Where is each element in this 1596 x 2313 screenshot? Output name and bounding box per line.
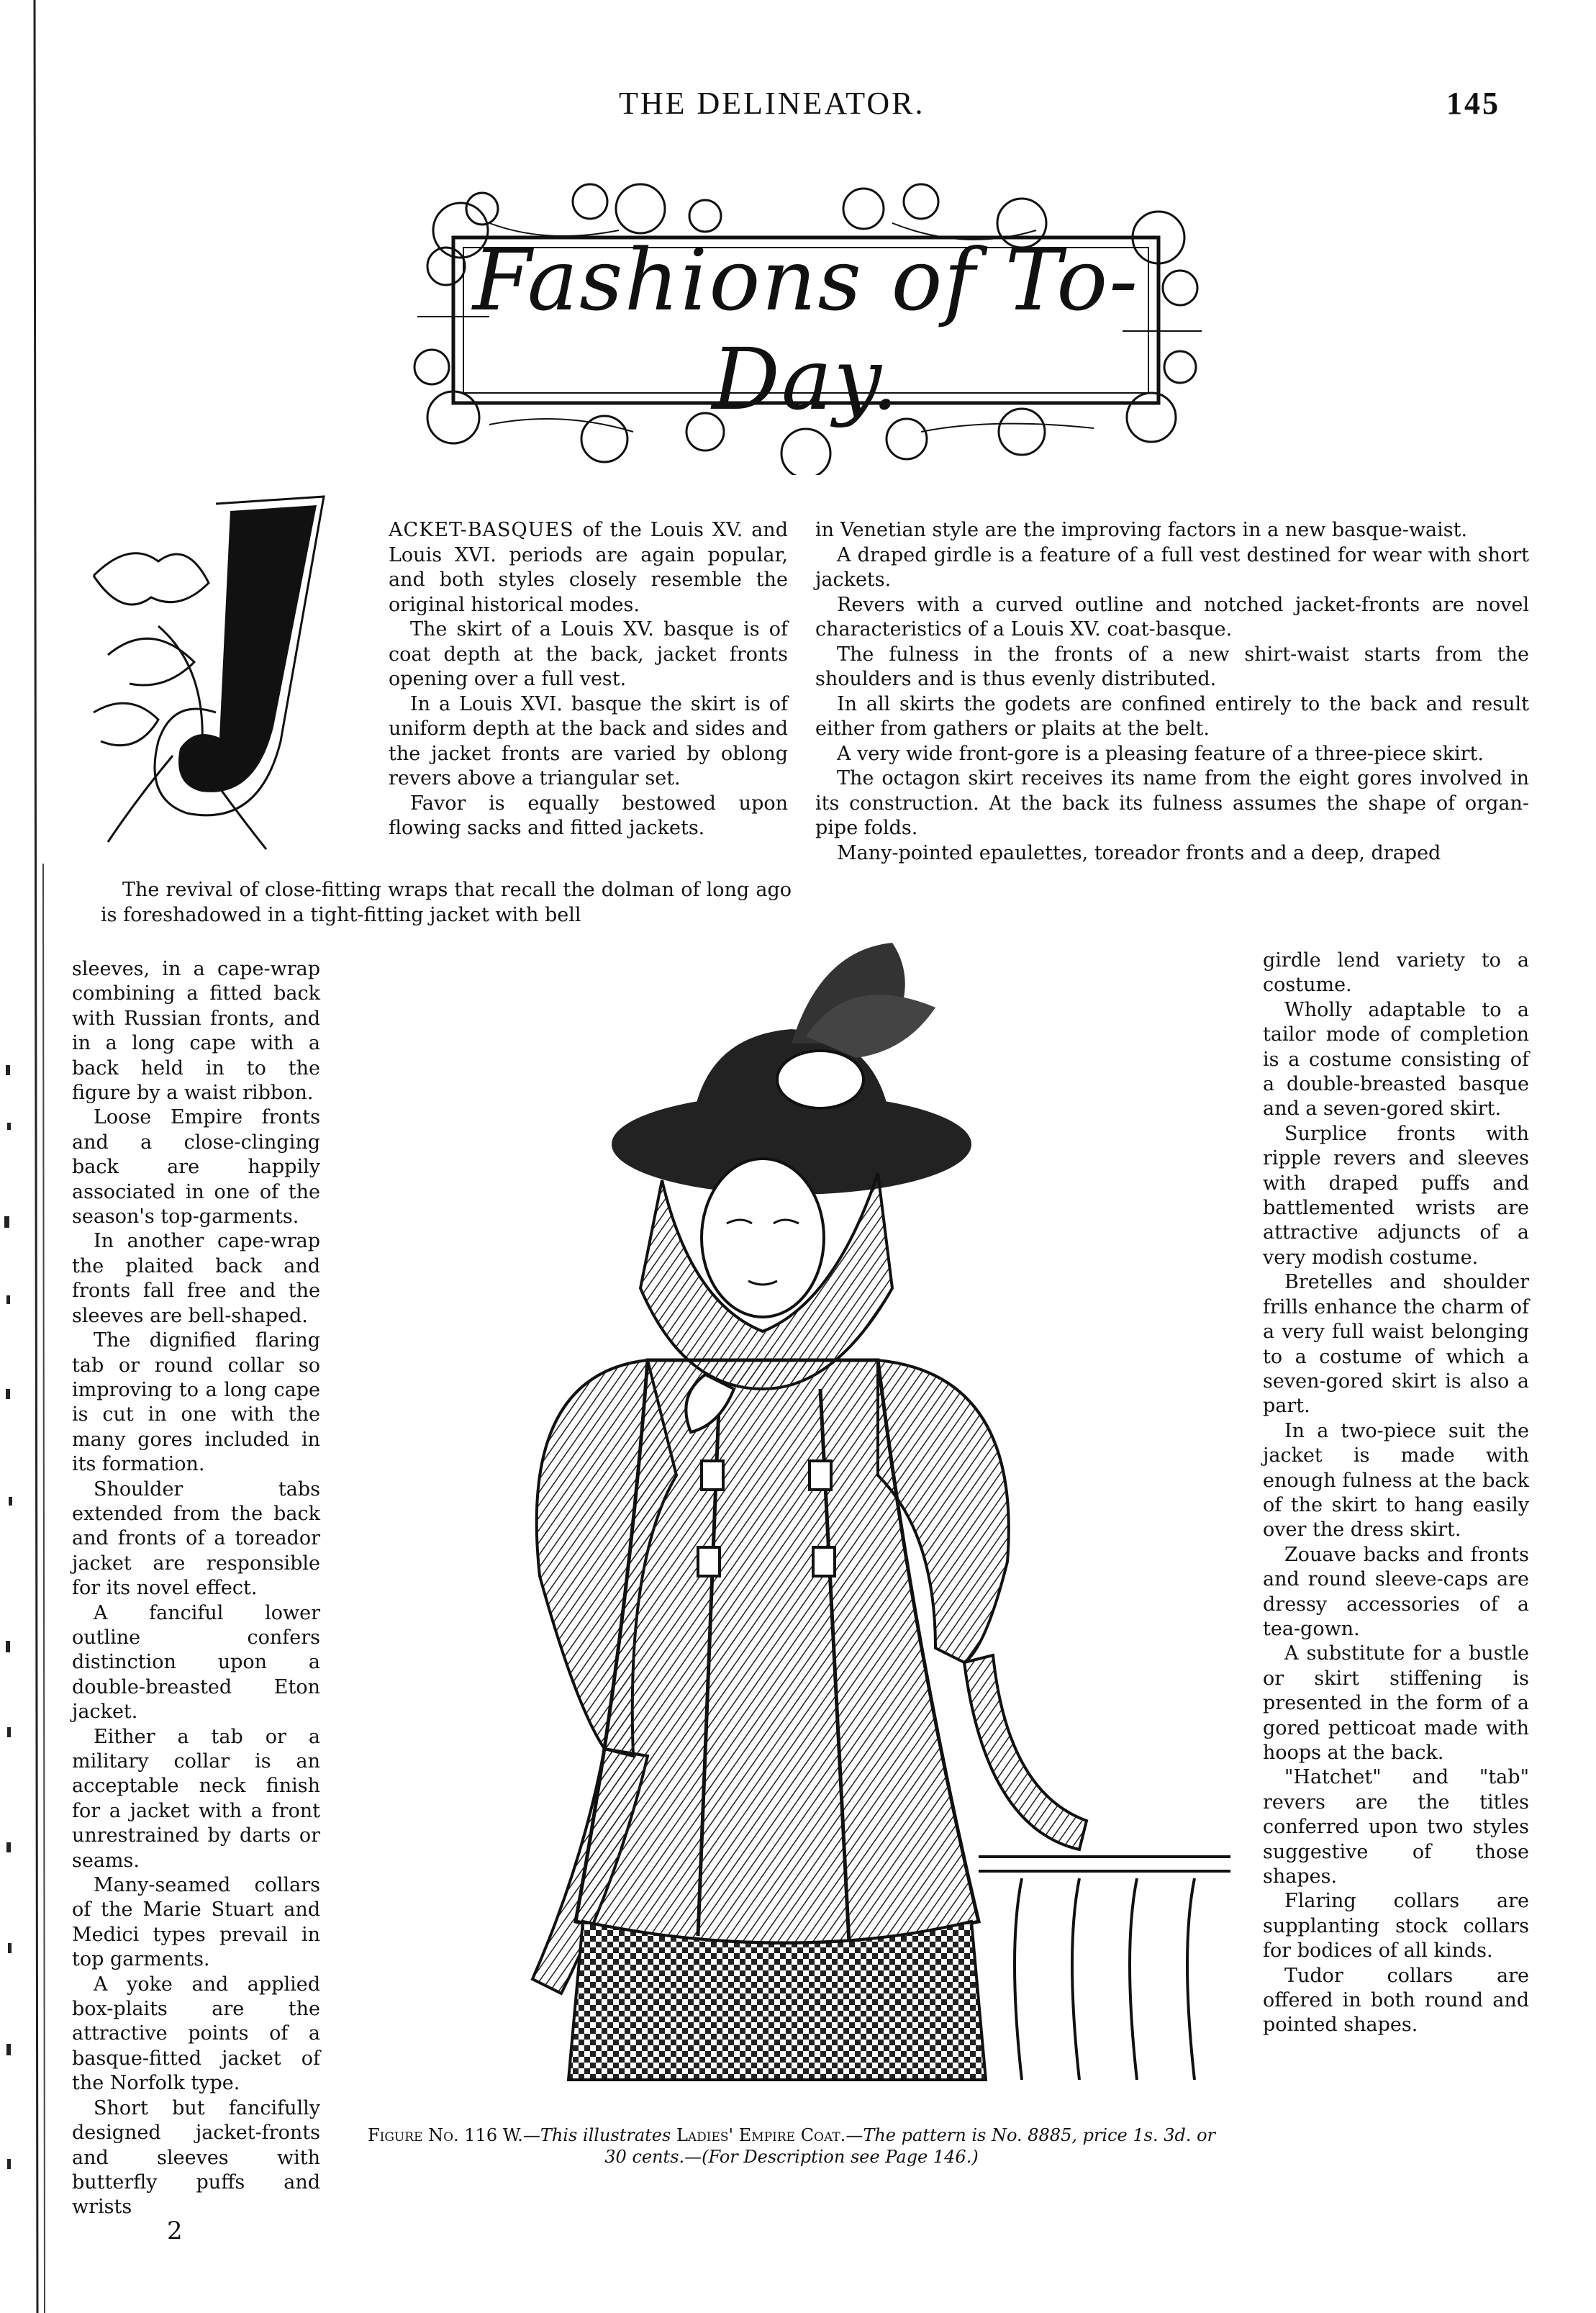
lead-paragraph-1-text: of the Louis XV. and Louis XVI. periods are again popular, and both styles closely resemble the original historical modes.: [389, 519, 788, 616]
right-column: [1263, 949, 1529, 2038]
caption-figure-number: Figure No. 116 W.: [367, 2125, 523, 2145]
left-paragraph: The dignified flaring tab or round collar so improving to a long cape is cut in one with the many gores included in its formation.: [72, 1329, 320, 1476]
left-column: [72, 957, 320, 2220]
right-paragraph: Zouave backs and fronts and round sleeve-caps are dressy accessories of a tea-gown.: [1263, 1543, 1529, 1640]
mid-paragraph: In all skirts the godets are confined entirely to the back and result either from gathers or plaits at the belt.: [815, 692, 1529, 740]
left-paragraph: Many-seamed collars of the Marie Stuart and Medici types prevail in top garments.: [72, 1874, 320, 1971]
right-paragraph: A substitute for a bustle or skirt stiffening is presented in the form of a gored petticoat made with hoops at the back.: [1263, 1642, 1529, 1764]
left-paragraph: Short but fancifully designed jacket-fronts and sleeves with butterfly puffs and wrists: [72, 2096, 320, 2219]
right-paragraph: Flaring collars are supplanting stock collars for bodices of all kinds.: [1263, 1890, 1529, 1963]
lead-paragraph-2: The skirt of a Louis XV. basque is of coat depth at the back, jacket fronts opening over a full vest.: [389, 618, 788, 690]
lead-paragraph-4: Favor is equally bestowed upon flowing sacks and fitted jackets.: [389, 792, 788, 839]
right-paragraph: girdle lend variety to a costume.: [1263, 949, 1529, 997]
mid-paragraph: The octagon skirt receives its name from the eight gores involved in its construction. At the back its fulness assumes the shape of organ-pipe folds.: [815, 767, 1529, 839]
mid-paragraph: A draped girdle is a feature of a full vest destined for wear with short jackets.: [815, 543, 1529, 591]
mid-paragraph: The fulness in the fronts of a new shirt-waist starts from the shoulders and is thus evenly distributed.: [815, 643, 1529, 690]
lead-column: [389, 518, 788, 841]
figure-caption: [360, 2124, 1223, 2168]
mid-paragraph: A very wide front-gore is a pleasing feature of a three-piece skirt.: [837, 742, 1484, 765]
left-paragraph: Loose Empire fronts and a close-clinging back are happily associated in one of the season's top-garments.: [72, 1106, 320, 1228]
left-paragraph: A fanciful lower outline confers distinction upon a double-breasted Eton jacket.: [72, 1601, 320, 1724]
lead-paragraph-3: In a Louis XVI. basque the skirt is of uniform depth at the back and sides and the jacket fronts are varied by oblong revers above a triangular set.: [389, 692, 788, 789]
mid-paragraph: Many-pointed epaulettes, toreador fronts and a deep, draped: [837, 841, 1441, 864]
running-head: THE DELINEATOR.: [619, 86, 925, 121]
lead-paragraph-1: [389, 518, 788, 617]
right-paragraph: Tudor collars are offered in both round and pointed shapes.: [1263, 1964, 1529, 2037]
right-paragraph: Bretelles and shoulder frills enhance the charm of a very full waist belonging to a costume of which a seven-gored skirt is also a part.: [1263, 1271, 1529, 1418]
caption-text-1: —This illustrates: [522, 2125, 676, 2145]
caption-title: Ladies' Empire Coat.: [676, 2125, 846, 2145]
left-paragraph: A yoke and applied box-plaits are the attractive points of a basque-fitted jacket of the Norfolk type.: [72, 1973, 320, 2095]
page-number: 145: [1446, 86, 1500, 121]
wide-paragraph-1: The revival of close-fitting wraps that recall the dolman of long ago is foreshadowed in a tight-fitting jacket with bell: [101, 879, 792, 926]
wide-paragraph-column: [101, 878, 792, 928]
woman-in-empire-coat-illustration: [389, 928, 1238, 2123]
right-paragraph: Wholly adaptable to a tailor mode of completion is a costume consisting of a double-breasted basque and a seven-gored skirt.: [1263, 998, 1529, 1121]
right-paragraph: In a two-piece suit the jacket is made with enough fulness at the back of the skirt to hang easily over the dress skirt.: [1263, 1419, 1529, 1542]
signature-mark: 2: [167, 2217, 183, 2245]
left-paragraph: sleeves, in a cape-wrap combining a fitted back with Russian fronts, and in a long cape with a back held in to the figure by a waist ribbon.: [72, 958, 320, 1105]
lily-flower-icon: [65, 453, 389, 856]
caption-text-2: —The pattern is No. 8885, price 1s. 3d. or 30 cents.—: [604, 2125, 1216, 2167]
mid-paragraph: in Venetian style are the improving factors in a new basque-waist.: [815, 519, 1468, 541]
mid-paragraph: Revers with a curved outline and notched jacket-fronts are novel characteristics of a Louis XV. coat-basque.: [815, 593, 1529, 641]
lead-smallcaps: ACKET-BASQUES: [389, 519, 574, 541]
left-paragraph: Shoulder tabs extended from the back and fronts of a toreador jacket are responsible for its novel effect.: [72, 1477, 320, 1600]
middle-column: [815, 518, 1529, 866]
banner-title: Fashions of To-Day.: [472, 230, 1140, 429]
right-paragraph: Surplice fronts with ripple revers and sleeves with draped puffs and battlemented wrists are attractive adjuncts of a very modish costume.: [1263, 1122, 1529, 1269]
left-paragraph: Either a tab or a military collar is an acceptable neck finish for a jacket with a front unrestrained by darts or seams.: [72, 1725, 320, 1872]
caption-page-reference: (For Description see Page 146.): [702, 2147, 979, 2167]
left-paragraph: In another cape-wrap the plaited back and fronts fall free and the sleeves are bell-shaped.: [72, 1230, 320, 1327]
right-paragraph: "Hatchet" and "tab" revers are the titles conferred upon two styles suggestive of those shapes.: [1263, 1766, 1529, 1888]
